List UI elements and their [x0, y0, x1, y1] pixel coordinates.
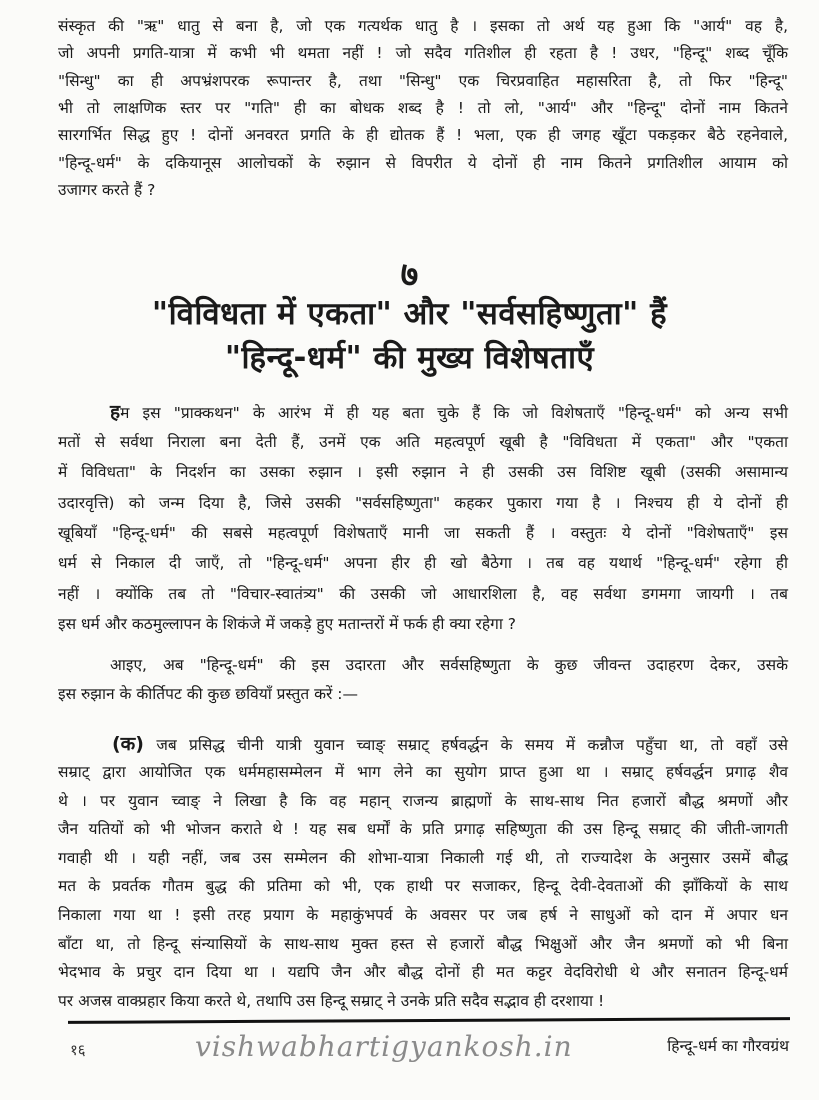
text-line: उजागर करते हैं ?	[58, 180, 156, 199]
line-text: म इस "प्राक्कथन" के आरंभ में ही यह बता चुके हैं कि जो विशेषताएँ "हिन्दू-धर्म" को अन्य सभी	[120, 404, 788, 422]
text-line: में विविधता" के निदर्शन का उसका रुझान । इसी रुझान ने ही उसकी उस विशिष्ट खूबी (उसकी असामान्य	[58, 463, 788, 482]
item-marker: (क)	[112, 733, 144, 755]
text-line: खूबियाँ "हिन्दू-धर्म" की सबसे महत्वपूर्ण विशेषताएँ मानी जा सकती हैं । वस्तुतः ये दोनों "विशेषताएँ" इस	[58, 523, 788, 542]
running-footer-title: हिन्दू-धर्म का गौरवग्रंथ	[667, 1037, 789, 1055]
paragraph-4-first-line	[112, 734, 788, 755]
line-text: जब प्रसिद्ध चीनी यात्री युवान च्वाङ् सम्राट् हर्षवर्द्धन के समय में कन्नौज पहुँचा था, तो वहाँ उसे	[143, 736, 788, 754]
watermark: vishwabhartigyankosh.in	[195, 1030, 573, 1063]
text-line: सम्राट् द्वारा आयोजित एक धर्ममहासम्मेलन में भाग लेने का सुयोग प्राप्त हुआ था । सम्राट् हर्षवर्द्धन प्रगाढ़ शैव	[58, 763, 788, 781]
text-line: पर अजस्र वाक्प्रहार किया करते थे, तथापि उस हिन्दू सम्राट् ने उनके प्रति सदैव सद्भाव ही दरशाया !	[58, 991, 605, 1010]
text-line: निकाला गया था ! इसी तरह प्रयाग के महाकुंभपर्व के अवसर पर जब हर्ष ने साधुओं को दान में अपार धन	[58, 906, 788, 924]
text-line: जैन यतियों को भी भोजन कराते थे ! यह सब धर्मों के प्रति प्रगाढ़ सहिष्णुता की उस हिन्दू सम्राट् की जीती-जागती	[58, 820, 788, 839]
drop-cap: ह	[110, 401, 121, 423]
text-line: धर्म से निकाल दी जाएँ, तो "हिन्दू-धर्म" अपना हीर ही खो बैठेगा । तब वह यथार्थ "हिन्दू-धर्म" रहेगा ही	[58, 554, 788, 573]
text-line: संस्कृत की "ऋ" धातु से बना है, जो एक गत्यर्थक धातु है । इसका तो अर्थ यह हुआ कि "आर्य" वह है,	[58, 17, 788, 35]
text-line: भी तो लाक्षणिक स्तर पर "गति" ही का बोधक शब्द है ! तो लो, "आर्य" और "हिन्दू" दोनों नाम कितने	[58, 98, 788, 117]
text-line: "सिन्धु" का ही अपभ्रंशपरक रूपान्तर है, तथा "सिन्धु" एक चिरप्रवाहित महासरिता है, तो फिर "हिन्दू"	[58, 71, 788, 90]
text-line: मतों से सर्वथा निराला बना देती हैं, उनमें एक अति महत्वपूर्ण खूबी है "विविधता में एकता" और "एकता	[58, 433, 788, 451]
paragraph-2-first-line	[110, 402, 788, 423]
text-line: जो अपनी प्रगति-यात्रा में कभी भी थमता नहीं ! जो सदैव गतिशील ही रहता है ! उधर, "हिन्दू" शब्द चूँकि	[58, 44, 788, 63]
text-line: उदारवृत्ति) को जन्म दिया है, जिसे उसकी "सर्वसहिष्णुता" कहकर पुकारा गया है । निश्चय ही ये दोनों ही	[58, 493, 788, 512]
page-number: १६	[70, 1041, 86, 1059]
text-line: बाँटा था, तो हिन्दू संन्यासियों के साथ-साथ मुक्त हस्त से हजारों बौद्ध भिक्षुओं और जैन श्रमणों को भी बिना	[58, 934, 788, 953]
text-line: "हिन्दू-धर्म" के दकियानूस आलोचकों के रुझान से विपरीत ये दोनों ही नाम कितने प्रगतिशील आयाम को	[58, 153, 789, 172]
text-line: मत के प्रवर्तक गौतम बुद्ध की प्रतिमा को भी, एक हाथी पर सजाकर, हिन्दू देवी-देवताओं की झाँकियों के साथ	[58, 877, 788, 896]
footer-divider	[68, 1017, 790, 1024]
text-line: इस रुझान के कीर्तिपट की कुछ छवियाँ प्रस्तुत करें :—	[58, 685, 358, 703]
text-line: भेदभाव के प्रचुर दान दिया था । यद्यपि जैन और बौद्ध दोनों ही मत कट्टर वेदविरोधी थे और सनातन हिन्दू-धर्म	[58, 963, 788, 982]
text-line: इस धर्म और कठमुल्लापन के शिकंजे में जकड़े हुए मतान्तरों में फर्क ही क्या रहेगा ?	[58, 614, 517, 633]
chapter-title-line-1: "विविधता में एकता" और "सर्वसहिष्णुता" हैं	[151, 296, 668, 332]
text-line: थे । पर युवान च्वाङ् ने लिखा है कि वह महान् राजन्य ब्राह्मणों के साथ-साथ नित हजारों बौद्ध श्रमणों और	[58, 791, 788, 810]
chapter-number: ७	[400, 255, 419, 295]
text-line: नहीं । क्योंकि तब तो "विचार-स्वातंत्र्य" की उसकी जो आधारशिला है, वह सर्वथा डगमगा जायगी । तब	[58, 584, 788, 603]
text-line: आइए, अब "हिन्दू-धर्म" की इस उदारता और सर्वसहिष्णुता के कुछ जीवन्त उदाहरण देकर, उसके	[110, 656, 788, 674]
text-line: गवाही थी । यही नहीं, जब उस सम्मेलन की शोभा-यात्रा निकाली गई थी, तो राज्यादेश के अनुसार उसमें बौद्ध	[58, 848, 788, 867]
chapter-title-line-2: "हिन्दू-धर्म" की मुख्य विशेषताएँ	[224, 340, 595, 376]
text-line: सारगर्भित सिद्ध हुए ! दोनों अनवरत प्रगति के ही द्योतक हैं ! भला, एक ही जगह खूँटा पकड़कर बैठे रहनेवाले,	[58, 126, 788, 145]
